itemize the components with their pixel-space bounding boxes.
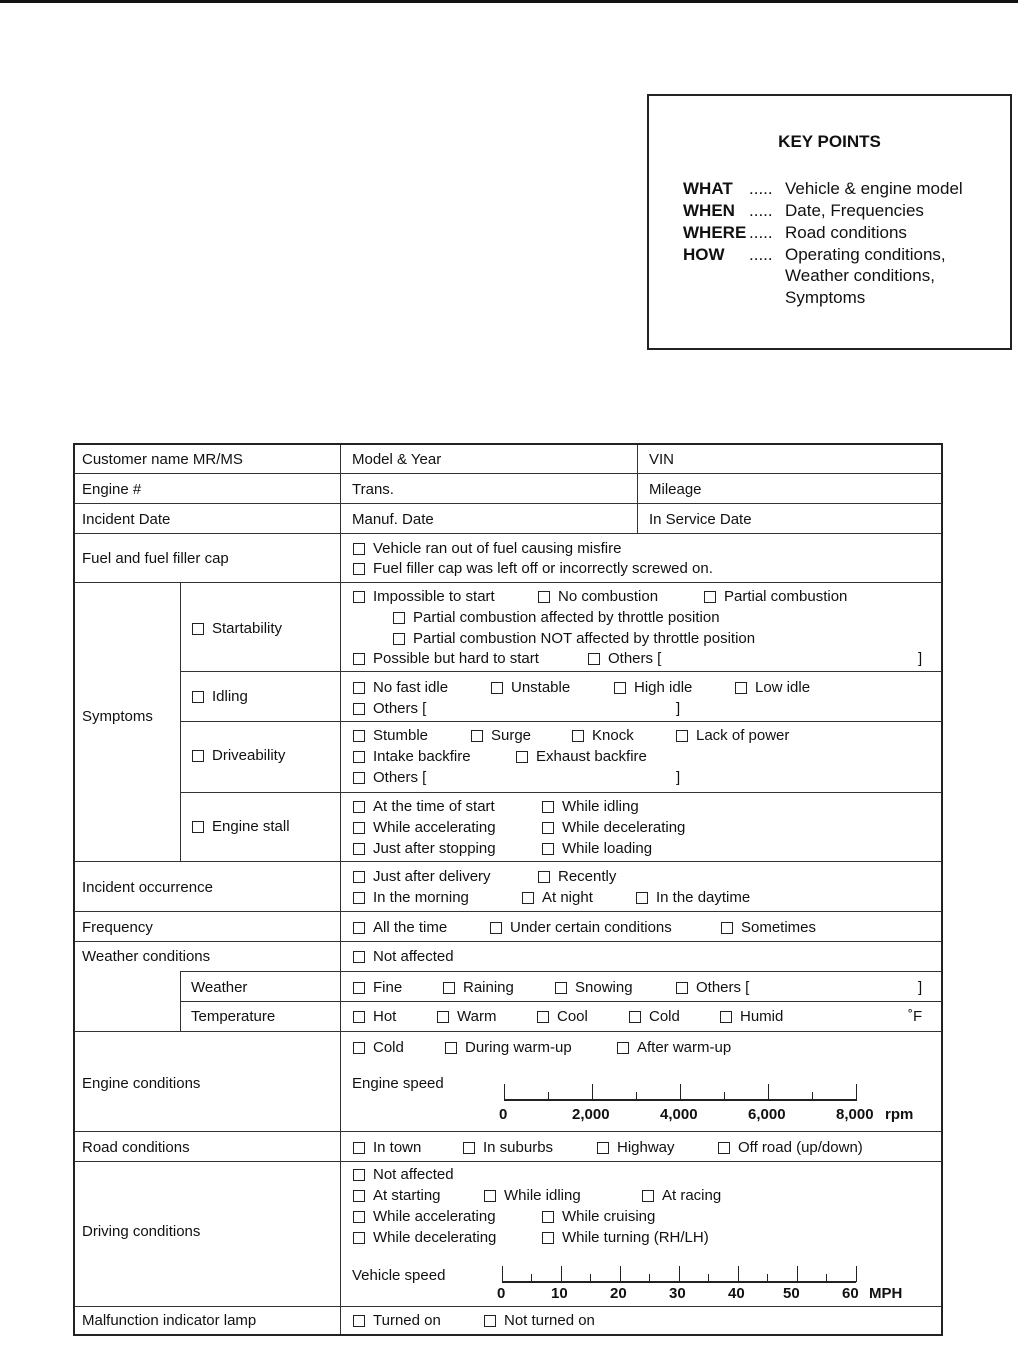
- partial-throttle-option: Partial combustion affected by throttle position: [413, 609, 720, 626]
- engine-cold-checkbox[interactable]: [353, 1042, 365, 1054]
- hard-start-checkbox[interactable]: [353, 653, 365, 665]
- mph-tick-20: 20: [610, 1285, 627, 1302]
- warmup-checkbox[interactable]: [445, 1042, 457, 1054]
- temperature-unit: ˚F: [908, 1008, 923, 1025]
- startability-label: Startability: [212, 620, 283, 637]
- after-delivery-option: Just after delivery: [373, 868, 491, 885]
- unstable-option: Unstable: [511, 679, 571, 696]
- mil-not-on-checkbox[interactable]: [484, 1315, 496, 1327]
- driving-not-affected-option: Not affected: [373, 1166, 454, 1183]
- weather-others-option: Others [: [696, 979, 750, 996]
- surge-option: Surge: [491, 727, 532, 744]
- stall-idling-option: While idling: [562, 798, 639, 815]
- surge-checkbox[interactable]: [471, 730, 483, 742]
- idling-others-option: Others [: [373, 700, 427, 717]
- customer-name-label: Customer name MR/MS: [82, 451, 243, 468]
- vin-label: VIN: [649, 451, 675, 468]
- morning-option: In the morning: [373, 889, 469, 906]
- idling-label: Idling: [212, 688, 248, 705]
- driving-accel-option: While accelerating: [373, 1208, 496, 1225]
- rpm-tick-4000: 4,000: [660, 1106, 698, 1123]
- suburbs-option: In suburbs: [483, 1139, 554, 1156]
- engine-conditions-label: Engine conditions: [82, 1075, 201, 1092]
- fuel-cap-checkbox[interactable]: [353, 563, 365, 575]
- idling-others-checkbox[interactable]: [353, 703, 365, 715]
- after-delivery-checkbox[interactable]: [353, 871, 365, 883]
- unstable-checkbox[interactable]: [491, 682, 503, 694]
- mph-tick-0: 0: [497, 1285, 506, 1302]
- diagnostic-worksheet: [73, 443, 943, 1336]
- fuel-cap-option: Fuel filler cap was left off or incorrectly screwed on.: [373, 560, 713, 577]
- stumble-checkbox[interactable]: [353, 730, 365, 742]
- high-idle-checkbox[interactable]: [614, 682, 626, 694]
- after-warmup-checkbox[interactable]: [617, 1042, 629, 1054]
- rpm-tick-6000: 6,000: [748, 1106, 786, 1123]
- idling-checkbox[interactable]: [192, 691, 204, 703]
- trans-label: Trans.: [352, 481, 394, 498]
- night-option: At night: [542, 889, 593, 906]
- mil-label: Malfunction indicator lamp: [82, 1312, 257, 1329]
- key-point-how: HOW ..... Operating conditions,: [683, 245, 946, 264]
- driving-conditions-label: Driving conditions: [82, 1223, 201, 1240]
- cruising-checkbox[interactable]: [542, 1211, 554, 1223]
- driveability-others-checkbox[interactable]: [353, 772, 365, 784]
- cold-option: Cold: [649, 1008, 680, 1025]
- stall-loading-option: While loading: [562, 840, 653, 857]
- town-option: In town: [373, 1139, 422, 1156]
- all-time-option: All the time: [373, 919, 448, 936]
- stall-accel-option: While accelerating: [373, 819, 496, 836]
- mileage-label: Mileage: [649, 481, 702, 498]
- key-point-what: WHAT ..... Vehicle & engine model: [683, 179, 963, 198]
- mph-tick-10: 10: [551, 1285, 568, 1302]
- cruising-option: While cruising: [562, 1208, 656, 1225]
- incident-occurrence-label: Incident occurrence: [82, 879, 213, 896]
- engine-speed-label: Engine speed: [352, 1075, 444, 1092]
- temperature-label: Temperature: [191, 1008, 276, 1025]
- startability-others-option: Others [: [608, 650, 662, 667]
- rpm-tick-2000: 2,000: [572, 1106, 610, 1123]
- stall-at-start-checkbox[interactable]: [353, 801, 365, 813]
- road-conditions-label: Road conditions: [82, 1139, 190, 1156]
- mph-unit: MPH: [869, 1285, 903, 1302]
- driveability-label: Driveability: [212, 747, 286, 764]
- driveability-others-option: Others [: [373, 769, 427, 786]
- vehicle-speed-label: Vehicle speed: [352, 1267, 446, 1284]
- no-combustion-option: No combustion: [558, 588, 659, 605]
- after-warmup-option: After warm-up: [637, 1039, 732, 1056]
- stall-after-stop-checkbox[interactable]: [353, 843, 365, 855]
- at-starting-checkbox[interactable]: [353, 1190, 365, 1202]
- key-points-title: KEY POINTS: [778, 132, 881, 151]
- stall-decel-checkbox[interactable]: [542, 822, 554, 834]
- partial-not-throttle-checkbox[interactable]: [393, 633, 405, 645]
- startability-others-close: ]: [918, 650, 923, 667]
- impossible-start-option: Impossible to start: [373, 588, 495, 605]
- frequency-label: Frequency: [82, 919, 153, 936]
- mph-tick-30: 30: [669, 1285, 686, 1302]
- low-idle-option: Low idle: [755, 679, 811, 696]
- driving-idling-checkbox[interactable]: [484, 1190, 496, 1202]
- fine-checkbox[interactable]: [353, 982, 365, 994]
- driving-decel-checkbox[interactable]: [353, 1232, 365, 1244]
- stall-loading-checkbox[interactable]: [542, 843, 554, 855]
- cold-checkbox[interactable]: [629, 1011, 641, 1023]
- all-time-checkbox[interactable]: [353, 922, 365, 934]
- stall-decel-option: While decelerating: [562, 819, 686, 836]
- idling-others-close: ]: [676, 700, 681, 717]
- no-fast-idle-option: No fast idle: [373, 679, 449, 696]
- stall-accel-checkbox[interactable]: [353, 822, 365, 834]
- partial-combustion-checkbox[interactable]: [704, 591, 716, 603]
- cool-checkbox[interactable]: [537, 1011, 549, 1023]
- knock-option: Knock: [592, 727, 634, 744]
- engine-stall-label: Engine stall: [212, 818, 290, 835]
- raining-option: Raining: [463, 979, 514, 996]
- mph-tick-50: 50: [783, 1285, 800, 1302]
- recently-option: Recently: [558, 868, 617, 885]
- weather-conditions-label: Weather conditions: [82, 948, 211, 965]
- fine-option: Fine: [373, 979, 403, 996]
- exhaust-backfire-option: Exhaust backfire: [536, 748, 647, 765]
- stumble-option: Stumble: [373, 727, 429, 744]
- snowing-option: Snowing: [575, 979, 633, 996]
- driving-not-affected-checkbox[interactable]: [353, 1169, 365, 1181]
- humid-checkbox[interactable]: [720, 1011, 732, 1023]
- certain-conditions-checkbox[interactable]: [490, 922, 502, 934]
- stall-after-stop-option: Just after stopping: [373, 840, 496, 857]
- town-checkbox[interactable]: [353, 1142, 365, 1154]
- snowing-checkbox[interactable]: [555, 982, 567, 994]
- warmup-option: During warm-up: [465, 1039, 572, 1056]
- key-point-how-cont-1: Weather conditions,: [785, 266, 935, 285]
- lack-power-option: Lack of power: [696, 727, 790, 744]
- highway-option: Highway: [617, 1139, 675, 1156]
- knock-checkbox[interactable]: [572, 730, 584, 742]
- sometimes-checkbox[interactable]: [721, 922, 733, 934]
- warm-checkbox[interactable]: [437, 1011, 449, 1023]
- turning-option: While turning (RH/LH): [562, 1229, 709, 1246]
- daytime-checkbox[interactable]: [636, 892, 648, 904]
- at-racing-checkbox[interactable]: [642, 1190, 654, 1202]
- hot-option: Hot: [373, 1008, 397, 1025]
- weather-others-close: ]: [918, 979, 923, 996]
- mil-not-on-option: Not turned on: [504, 1312, 595, 1329]
- highway-checkbox[interactable]: [597, 1142, 609, 1154]
- hot-checkbox[interactable]: [353, 1011, 365, 1023]
- startability-checkbox[interactable]: [192, 623, 204, 635]
- raining-checkbox[interactable]: [443, 982, 455, 994]
- weather-not-affected-option: Not affected: [373, 948, 454, 965]
- turning-checkbox[interactable]: [542, 1232, 554, 1244]
- low-idle-checkbox[interactable]: [735, 682, 747, 694]
- driving-idling-option: While idling: [504, 1187, 581, 1204]
- startability-others-checkbox[interactable]: [588, 653, 600, 665]
- morning-checkbox[interactable]: [353, 892, 365, 904]
- engine-cold-option: Cold: [373, 1039, 404, 1056]
- in-service-date-label: In Service Date: [649, 511, 752, 528]
- no-combustion-checkbox[interactable]: [538, 591, 550, 603]
- cool-option: Cool: [557, 1008, 588, 1025]
- weather-not-affected-checkbox[interactable]: [353, 951, 365, 963]
- engine-number-label: Engine #: [82, 481, 142, 498]
- driving-decel-option: While decelerating: [373, 1229, 497, 1246]
- rpm-unit: rpm: [885, 1106, 914, 1123]
- driveability-others-close: ]: [676, 769, 681, 786]
- recently-checkbox[interactable]: [538, 871, 550, 883]
- rpm-tick-0: 0: [499, 1106, 508, 1123]
- fuel-misfire-option: Vehicle ran out of fuel causing misfire: [373, 540, 622, 557]
- weather-label: Weather: [191, 979, 248, 996]
- exhaust-backfire-checkbox[interactable]: [516, 751, 528, 763]
- key-point-how-cont-2: Symptoms: [785, 288, 866, 307]
- off-road-option: Off road (up/down): [738, 1139, 863, 1156]
- off-road-checkbox[interactable]: [718, 1142, 730, 1154]
- warm-option: Warm: [457, 1008, 497, 1025]
- mil-on-option: Turned on: [373, 1312, 441, 1329]
- key-point-where: WHERE ..... Road conditions: [683, 223, 907, 242]
- partial-throttle-checkbox[interactable]: [393, 612, 405, 624]
- impossible-start-checkbox[interactable]: [353, 591, 365, 603]
- stall-at-start-option: At the time of start: [373, 798, 495, 815]
- humid-option: Humid: [740, 1008, 784, 1025]
- top-rule: [0, 0, 1018, 3]
- fuel-misfire-checkbox[interactable]: [353, 543, 365, 555]
- mil-on-checkbox[interactable]: [353, 1315, 365, 1327]
- key-point-when: WHEN ..... Date, Frequencies: [683, 201, 924, 220]
- engine-stall-checkbox[interactable]: [192, 821, 204, 833]
- intake-backfire-checkbox[interactable]: [353, 751, 365, 763]
- intake-backfire-option: Intake backfire: [373, 748, 471, 765]
- mph-tick-60: 60: [842, 1285, 859, 1302]
- manuf-date-label: Manuf. Date: [352, 511, 434, 528]
- daytime-option: In the daytime: [656, 889, 751, 906]
- symptoms-label: Symptoms: [82, 708, 153, 725]
- incident-date-label: Incident Date: [82, 511, 171, 528]
- night-checkbox[interactable]: [522, 892, 534, 904]
- at-racing-option: At racing: [662, 1187, 722, 1204]
- lack-power-checkbox[interactable]: [676, 730, 688, 742]
- weather-others-checkbox[interactable]: [676, 982, 688, 994]
- fuel-label: Fuel and fuel filler cap: [82, 550, 229, 567]
- at-starting-option: At starting: [373, 1187, 441, 1204]
- certain-conditions-option: Under certain conditions: [510, 919, 672, 936]
- mph-tick-40: 40: [728, 1285, 745, 1302]
- driveability-checkbox[interactable]: [192, 750, 204, 762]
- key-points-box: [647, 94, 1012, 350]
- sometimes-option: Sometimes: [741, 919, 817, 936]
- stall-idling-checkbox[interactable]: [542, 801, 554, 813]
- high-idle-option: High idle: [634, 679, 693, 696]
- model-year-label: Model & Year: [352, 451, 442, 468]
- partial-combustion-option: Partial combustion: [724, 588, 848, 605]
- driving-accel-checkbox[interactable]: [353, 1211, 365, 1223]
- suburbs-checkbox[interactable]: [463, 1142, 475, 1154]
- partial-not-throttle-option: Partial combustion NOT affected by throttle position: [413, 630, 756, 647]
- hard-start-option: Possible but hard to start: [373, 650, 539, 667]
- no-fast-idle-checkbox[interactable]: [353, 682, 365, 694]
- rpm-tick-8000: 8,000: [836, 1106, 874, 1123]
